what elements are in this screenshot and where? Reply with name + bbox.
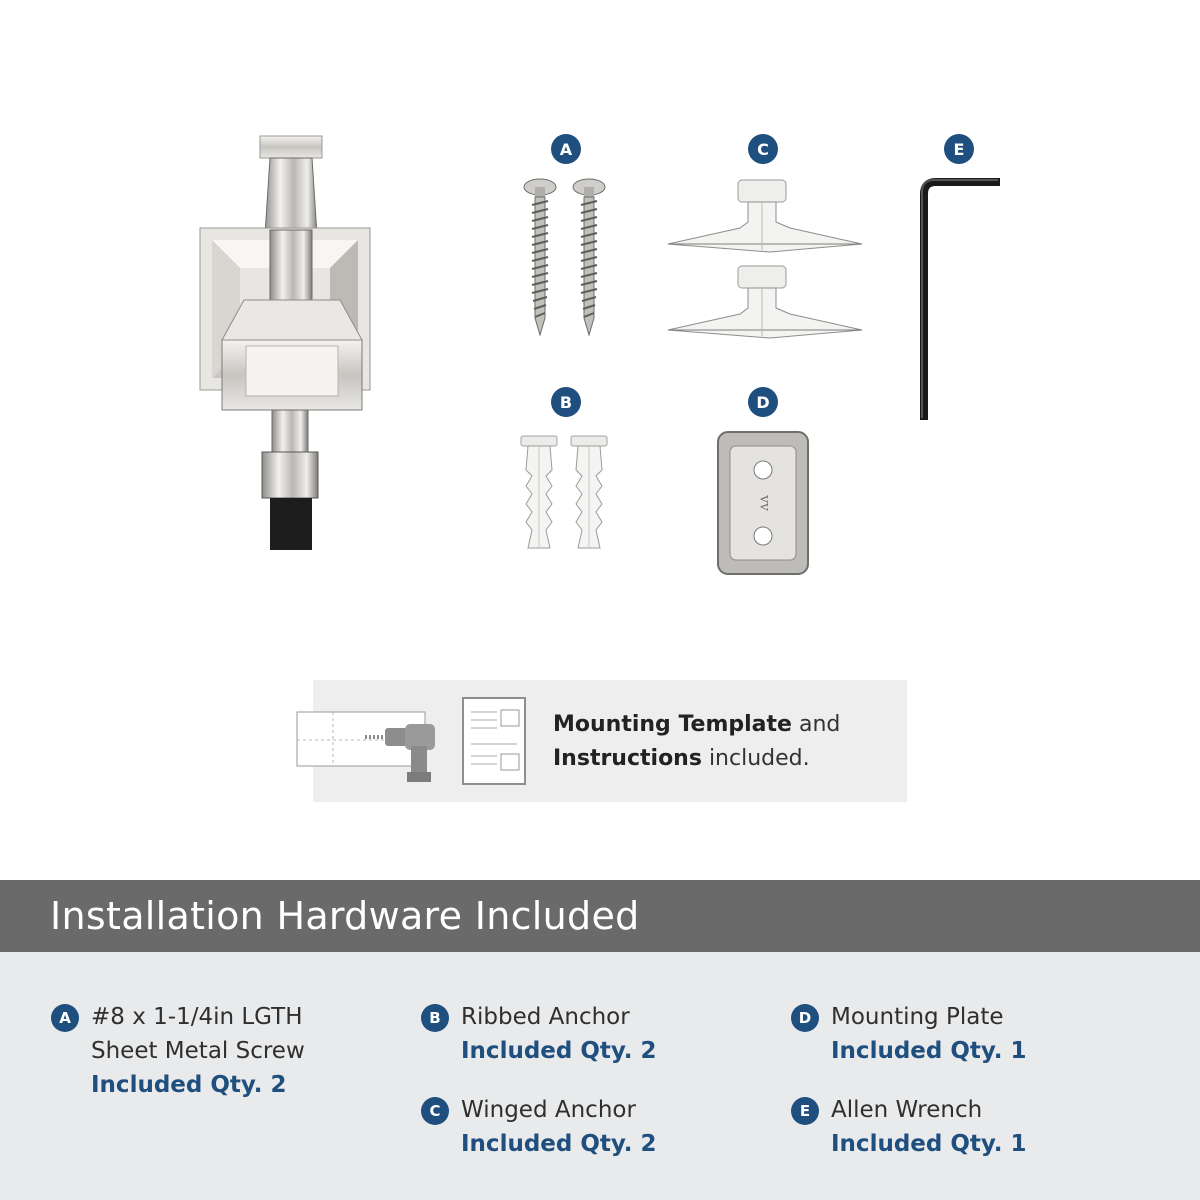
legend-badge-c: C bbox=[421, 1097, 449, 1125]
banner-title: Installation Hardware Included bbox=[50, 894, 640, 938]
instructions-document-icon bbox=[461, 696, 531, 788]
legend-d-qty: Included Qty. 1 bbox=[831, 1038, 1027, 1064]
legend-d-line1: Mounting Plate bbox=[831, 1004, 1004, 1030]
part-b-badge: B bbox=[551, 387, 581, 417]
part-c-badge: C bbox=[748, 134, 778, 164]
legend-badge-e: E bbox=[791, 1097, 819, 1125]
legend-a-qty: Included Qty. 2 bbox=[91, 1072, 287, 1098]
legend-badge-b: B bbox=[421, 1004, 449, 1032]
template-label-bold: Mounting Template bbox=[553, 712, 792, 737]
part-d-badge: D bbox=[748, 387, 778, 417]
svg-text:ᴧᴧ: ᴧᴧ bbox=[756, 495, 772, 511]
drill-template-icon bbox=[293, 680, 453, 790]
legend-badge-a: A bbox=[51, 1004, 79, 1032]
part-a-badge: A bbox=[551, 134, 581, 164]
legend-a-line1: #8 x 1-1/4in LGTH bbox=[91, 1004, 303, 1030]
template-instructions-text bbox=[553, 708, 893, 776]
hardware-banner bbox=[0, 880, 1200, 952]
legend-b-qty: Included Qty. 2 bbox=[461, 1038, 657, 1064]
legend-e-line1: Allen Wrench bbox=[831, 1097, 983, 1123]
hardware-legend bbox=[0, 952, 1200, 1200]
legend-item-b bbox=[429, 1000, 657, 1068]
template-label-and: and bbox=[791, 712, 841, 737]
template-instructions-box bbox=[313, 680, 907, 802]
legend-c-line1: Winged Anchor bbox=[461, 1097, 636, 1123]
legend-item-a bbox=[59, 1000, 305, 1102]
legend-b-line1: Ribbed Anchor bbox=[461, 1004, 630, 1030]
instructions-label-bold: Instructions bbox=[553, 746, 702, 771]
legend-badge-d: D bbox=[791, 1004, 819, 1032]
legend-item-e bbox=[799, 1093, 1027, 1161]
part-e-badge: E bbox=[944, 134, 974, 164]
legend-item-d bbox=[798, 1000, 1027, 1068]
legend-item-c bbox=[429, 1093, 657, 1161]
legend-a-line2: Sheet Metal Screw bbox=[91, 1038, 305, 1064]
legend-e-qty: Included Qty. 1 bbox=[831, 1131, 1027, 1157]
instructions-label-included: included. bbox=[701, 746, 810, 771]
legend-c-qty: Included Qty. 2 bbox=[461, 1131, 657, 1157]
